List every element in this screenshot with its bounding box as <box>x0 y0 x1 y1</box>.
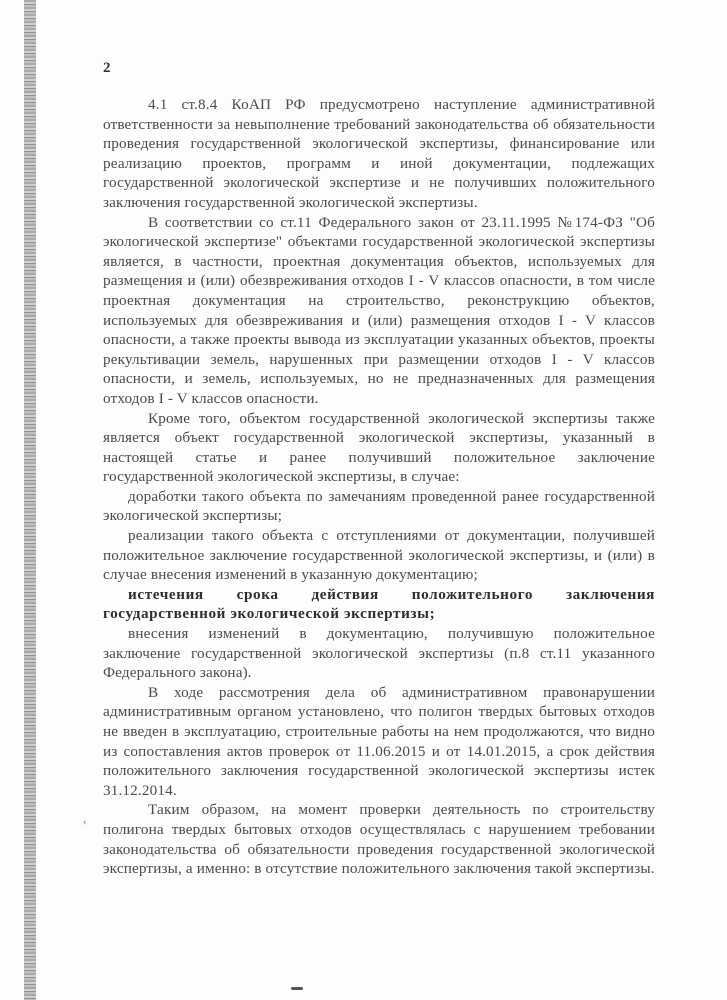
list-item-deviation: реализации такого объекта с отступлениями от документации, получившей положительное заключение государственной экологической экспертизы, и (или) в случае внесения изменений в указанную документацию; <box>103 527 655 584</box>
scan-speck <box>291 987 303 990</box>
paragraph-article-11: В соответствии со ст.11 Федерального закон от 23.11.1995 №174-ФЗ "Об экологической экспертизе" объектами государственной экологической экспертизы является, в частности, проектная документация объектов, используемых для размещения и (или) обезвреживания отходов I - V классов опасности, в том числе проектная документация на строительство, реконструкцию объектов, используемых для обезвреживания и (или) размещения отходов I - V классов опасности, а также проекты вывода из эксплуатации указанных объектов, проекты рекультивации земель, нарушенных при размещении отходов I - V классов опасности, и земель, используемых, но не предназначенных для размещения отходов I - V классов опасности. <box>103 213 655 407</box>
list-item-expiry: истечения срока действия положительного заключения государственной экологической экспертизы; <box>103 585 655 623</box>
paragraph-conclusion: Таким образом, на момент проверки деятельность по строительству полигона твердых бытовых отходов осуществлялась с нарушением требовании законодательства об обязательности проведения государственной экологической экспертизы, а именно: в отсутствие положительного заключения такой экспертизы. <box>103 801 655 878</box>
paragraph-article-8-4: 4.1 ст.8.4 КоАП РФ предусмотрено наступление административной ответственности за невыполнение требований законодательства об обязательности проведения государственной экологической экспертизы, финансирование или реализацию проектов, программ и иной документации, подлежащих государственной экологической экспертизе и не получивших положительного заключения государственной экологической экспертизы. <box>103 96 655 211</box>
list-item-amendment: внесения изменений в документацию, получившую положительное заключение государственной экологической экспертизы (п.8 ст.11 указанного Федерального закона). <box>103 625 655 682</box>
paragraph-additional-objects: Кроме того, объектом государственной экологической экспертизы также является объект государственной экологической экспертизы, указанный в настоящей статье и ранее получивший положительное заключение государственной экологической экспертизы, в случае: <box>103 409 655 486</box>
list-item-revision: доработки такого объекта по замечаниям проведенной ранее государственной экологической экспертизы; <box>103 487 655 525</box>
paragraph-findings: В ходе рассмотрения дела об административном правонарушении административным органом установлено, что полигон твердых бытовых отходов не введен в эксплуатацию, строительные работы на нем продолжаются, что видно из сопоставления актов проверок от 11.06.2015 и от 14.01.2015, а срок действия положительного заключения государственной экологической экспертизы истек 31.12.2014. <box>103 683 655 799</box>
document-body <box>103 95 655 879</box>
page-number: 2 <box>103 60 111 76</box>
binding-strip <box>24 0 36 1000</box>
margin-mark: ‹ <box>83 816 87 828</box>
